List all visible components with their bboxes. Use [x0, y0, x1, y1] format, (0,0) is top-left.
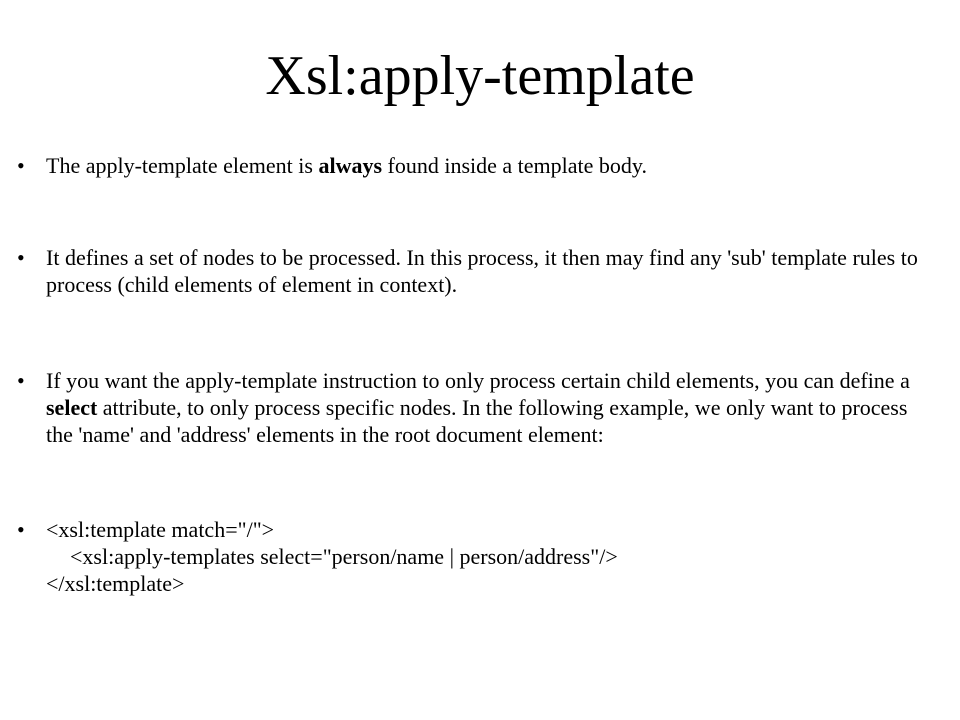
code-example: [46, 516, 926, 597]
code-line-open-template: <xsl:template match="/">: [46, 517, 275, 542]
bold-keyword-select: select: [46, 395, 98, 420]
bullet-text: [46, 367, 926, 448]
bold-keyword-always: always: [318, 153, 383, 178]
code-line-close-template: </xsl:template>: [46, 571, 185, 596]
bullet-text: [46, 152, 926, 179]
bullet-text-part: If you want the apply-template instruction to only process certain child elements, you can define a: [46, 368, 910, 393]
bullet-text-part: The apply-template element is: [46, 153, 319, 178]
bullet-icon: •: [17, 368, 25, 393]
slide-title: Xsl:apply-template: [265, 45, 695, 107]
code-line-apply-templates: <xsl:apply-templates select="person/name | person/address"/>: [70, 544, 618, 569]
bullet-text-part: attribute, to only process specific nodes. In the following example, we only want to process the 'name' and 'address' elements in the root document element:: [46, 395, 908, 447]
bullet-icon: •: [17, 153, 25, 178]
bullet-icon: •: [17, 245, 25, 270]
bullet-icon: •: [17, 517, 25, 542]
bullet-text: It defines a set of nodes to be processed. In this process, it then may find any 'sub' template rules to process (child elements of element in context).: [46, 245, 918, 297]
bullet-text-part: found inside a template body.: [382, 153, 647, 178]
